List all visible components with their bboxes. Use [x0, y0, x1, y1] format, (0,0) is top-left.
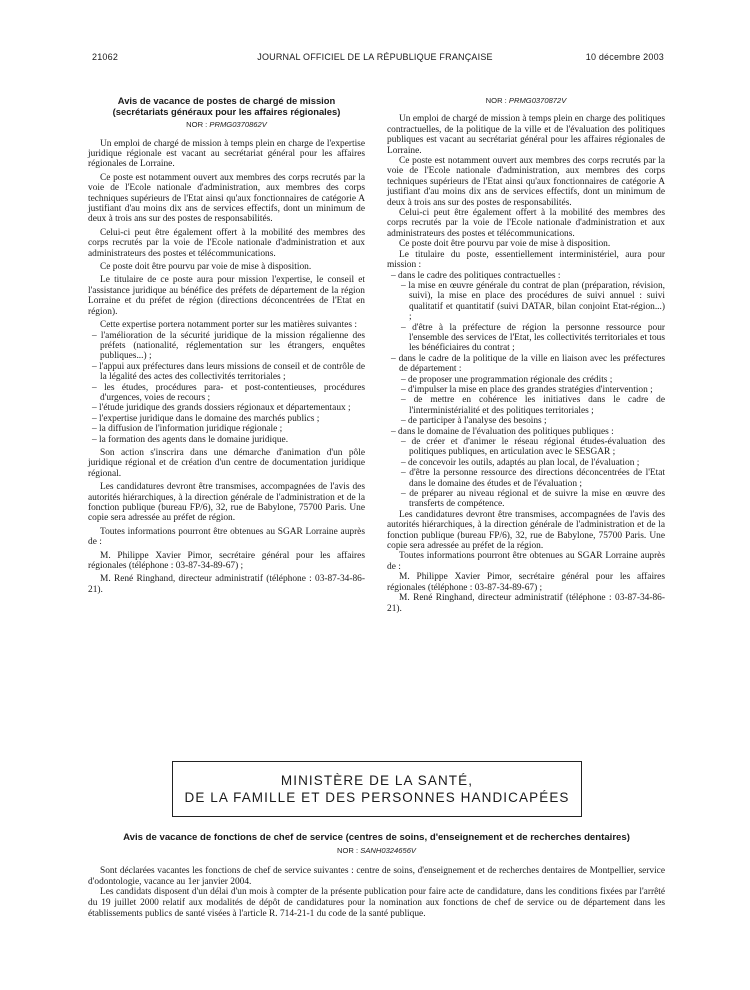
list-item: – de participer à l'analyse des besoins ;: [401, 416, 547, 427]
nor-code: PRMG0370872V: [508, 96, 567, 105]
list-item: – de proposer une programmation régionale des crédits ;: [401, 374, 613, 385]
mission-list: [387, 354, 665, 375]
paragraph: Les candidatures devront être transmises, accompagnées de l'avis des autorités hiérarchiques, à la direction générale de l'administration et de la fonction publique (bureau FP/6), 32, rue de Babylone, 75700 Paris. Une copie sera adressée au préfet de région.: [88, 482, 365, 524]
ministry-heading-line: MINISTÈRE DE LA SANTÉ,: [280, 773, 474, 788]
paragraph: Un emploi de chargé de mission à temps plein en charge de l'expertise juridique régionale est vacant au secrétariat général pour les affaires régionales de Lorraine.: [88, 138, 365, 170]
list-item: – l'expertise juridique dans le domaine des marchés publics ;: [92, 413, 320, 424]
paragraph: Les candidatures devront être transmises, accompagnées de l'avis des autorités hiérarchiques, à la direction générale de l'administration et de la fonction publique (bureau FP/6), 32, rue de Babylone, 75700 Paris. Une copie sera adressée au préfet de la région.: [387, 509, 665, 552]
paragraph: Toutes informations pourront être obtenues au SGAR Lorraine auprès de :: [88, 526, 365, 548]
notice-title-line: (secrétariats généraux pour les affaires régionales): [112, 105, 341, 117]
list-item: – l'étude juridique des grands dossiers régionaux et départementaux ;: [92, 403, 351, 414]
subject-list: [88, 331, 365, 445]
paragraph: Celui-ci peut être également offert à la mobilité des membres des corps recrutés par la voie de l'Ecole nationale d'administration et aux administrateurs des postes et télécommunications.: [387, 208, 665, 239]
nor-code: SANH0324656V: [360, 845, 416, 855]
list-item: – dans le domaine de l'évaluation des politiques publiques :: [391, 426, 614, 437]
nor-label: NOR :: [485, 96, 507, 105]
paragraph: Le titulaire de ce poste aura pour mission l'expertise, le conseil et l'assistance juridique au bénéfice des préfets de département de la région Lorraine et du préfet de région (directions déconcentrées de l'Etat en région).: [88, 275, 365, 317]
list-item: – l'amélioration de la sécurité juridique de la mission régalienne des préfets (nationalité, réglementation sur les étrangers, enquêtes publiques...) ;: [92, 330, 365, 362]
sub-list: [387, 437, 665, 510]
contact-line: M. René Ringhand, directeur administratif (téléphone : 03-87-34-86-21).: [387, 593, 665, 614]
page-number: 21062: [92, 52, 119, 62]
notice-title-line: Avis de vacance de postes de chargé de mission: [117, 95, 336, 106]
list-item: – dans le cadre de la politique de la ville en liaison avec les préfectures de département :: [391, 353, 665, 375]
nor-label: NOR :: [337, 845, 359, 855]
journal-title: JOURNAL OFFICIEL DE LA RÉPUBLIQUE FRANÇAISE: [257, 52, 493, 62]
paragraph: Cette expertise portera notamment porter sur les matières suivantes :: [100, 320, 357, 331]
paragraph: Un emploi de chargé de mission à temps plein en charge des politiques contractuelles, de la politique de la ville et de l'évaluation des politiques publiques est vacant au secrétariat général pour les affaires régionales de Lorraine.: [387, 114, 665, 156]
nor-reference: [387, 96, 665, 106]
list-item: – de créer et d'animer le réseau régional études-évaluation des politiques publiques, en articulation avec le SESGAR ;: [401, 437, 665, 458]
paragraph: Ce poste est notamment ouvert aux membres des corps recrutés par la voie de l'Ecole nationale d'administration, aux membres des corps techniques supérieurs de l'Etat ainsi qu'aux fonctionnaires de catégorie A justifiant d'au moins dix ans de services effectifs, dont un minimum de deux à trois ans sur des postes de responsabilités.: [88, 172, 365, 225]
publication-date: 10 décembre 2003: [585, 52, 664, 62]
list-item: – de préparer au niveau régional et de suivre la mise en œuvre des transferts de compétence.: [401, 489, 665, 510]
contact-line: M. Philippe Xavier Pimor, secrétaire général pour les affaires régionales (téléphone : 03-87-34-89-67) ;: [387, 572, 665, 593]
page-header: [0, 52, 750, 66]
left-column: [88, 96, 365, 595]
ministry-heading-line: DE LA FAMILLE ET DES PERSONNES HANDICAPÉES: [184, 790, 570, 805]
notice-title: Avis de vacance de fonctions de chef de service (centres de soins, d'enseignement et de recherches dentaires): [123, 832, 630, 843]
paragraph: Ce poste doit être pourvu par voie de mise à disposition.: [100, 262, 312, 273]
mission-list: [387, 427, 665, 437]
list-item: – les études, procédures para- et post-contentieuses, procédures d'urgences, voies de recours ;: [92, 382, 365, 403]
nor-code: PRMG0370862V: [209, 120, 267, 130]
list-item: – la diffusion de l'information juridique régionale ;: [92, 424, 283, 435]
sub-list: [387, 281, 665, 354]
list-item: – dans le cadre des politiques contractuelles :: [391, 270, 561, 281]
list-item: – d'être la personne ressource des directions déconcentrées de l'Etat dans le domaine des études et de l'évaluation ;: [401, 468, 666, 489]
mission-list: [387, 271, 665, 281]
list-item: – l'appui aux préfectures dans leurs missions de conseil et de contrôle de la légalité des actes des collectivités territoriales ;: [92, 361, 366, 383]
paragraph: Sont déclarées vacantes les fonctions de chef de service suivantes : centre de soins, d'enseignement et de recherches dentaires de Montpellier, service d'odontologie, vacance au 1er janvier 2004.: [88, 866, 665, 887]
list-item: – d'être à la préfecture de région la personne ressource pour l'ensemble des services de l'Etat, les collectivités territoriales et tous les bénéficiaires du contrat ;: [401, 322, 665, 354]
paragraph: Ce poste doit être pourvu par voie de mise à disposition.: [399, 239, 611, 250]
list-item: – la mise en œuvre générale du contrat de plan (préparation, révision, suivi), la mise en place des procédures de suivi annuel : suivi qualitatif et quantitatif (suivi DATAR, bilan conjoint Etat-région...) ;: [401, 280, 665, 323]
list-item: – la formation des agents dans le domaine juridique.: [92, 434, 289, 445]
paragraph: Ce poste est notamment ouvert aux membres des corps recrutés par la voie de l'Ecole nationale d'administration, aux membres des corps techniques supérieurs de l'Etat ainsi qu'aux fonctionnaires de catégorie A justifiant d'au moins dix ans de services effectifs, dont un minimum de deux à trois ans sur des postes de responsabilités.: [387, 156, 665, 208]
paragraph: Toutes informations pourront être obtenues au SGAR Lorraine auprès de :: [387, 551, 665, 572]
sub-list: [387, 375, 665, 427]
contact-line: M. René Ringhand, directeur administratif (téléphone : 03-87-34-86-21).: [88, 574, 365, 595]
paragraph: Celui-ci peut être également offert à la mobilité des membres des corps recrutés par la voie de l'Ecole nationale d'administration et aux administrateurs des postes et télécommunications.: [88, 227, 365, 259]
nor-reference: [88, 846, 665, 857]
paragraph: Son action s'inscrira dans une démarche d'animation d'un pôle juridique régional et de création d'un centre de documentation juridique régional.: [88, 447, 365, 479]
nor-reference: [88, 120, 365, 130]
list-item: – de concevoir les outils, adaptés au plan local, de l'évaluation ;: [401, 457, 640, 468]
paragraph: Les candidats disposent d'un délai d'un mois à compter de la présente publication pour faire acte de candidature, dans les conditions fixées par l'arrêté du 19 juillet 2000 relatif aux modalités de dépôt de candidatures pour la nomination aux fonctions de chef de service ou de département dans les établissements publics de santé visées à l'article R. 714-21-1 du code de la santé publique.: [88, 887, 665, 919]
right-column: [387, 96, 665, 614]
list-item: – d'impulser la mise en place des grandes stratégies d'intervention ;: [401, 384, 653, 395]
contact-line: M. Philippe Xavier Pimor, secrétaire général pour les affaires régionales (téléphone : 03-87-34-89-67) ;: [88, 550, 365, 572]
list-item: – de mettre en cohérence les initiatives dans le cadre de l'interministérialité et des politiques territoriales ;: [401, 395, 665, 416]
notice-title: [88, 96, 365, 117]
paragraph: Le titulaire du poste, essentiellement interministériel, aura pour mission :: [387, 249, 665, 271]
bottom-notice: [88, 833, 665, 919]
ministry-heading-box: [172, 761, 582, 817]
nor-label: NOR :: [186, 120, 208, 130]
